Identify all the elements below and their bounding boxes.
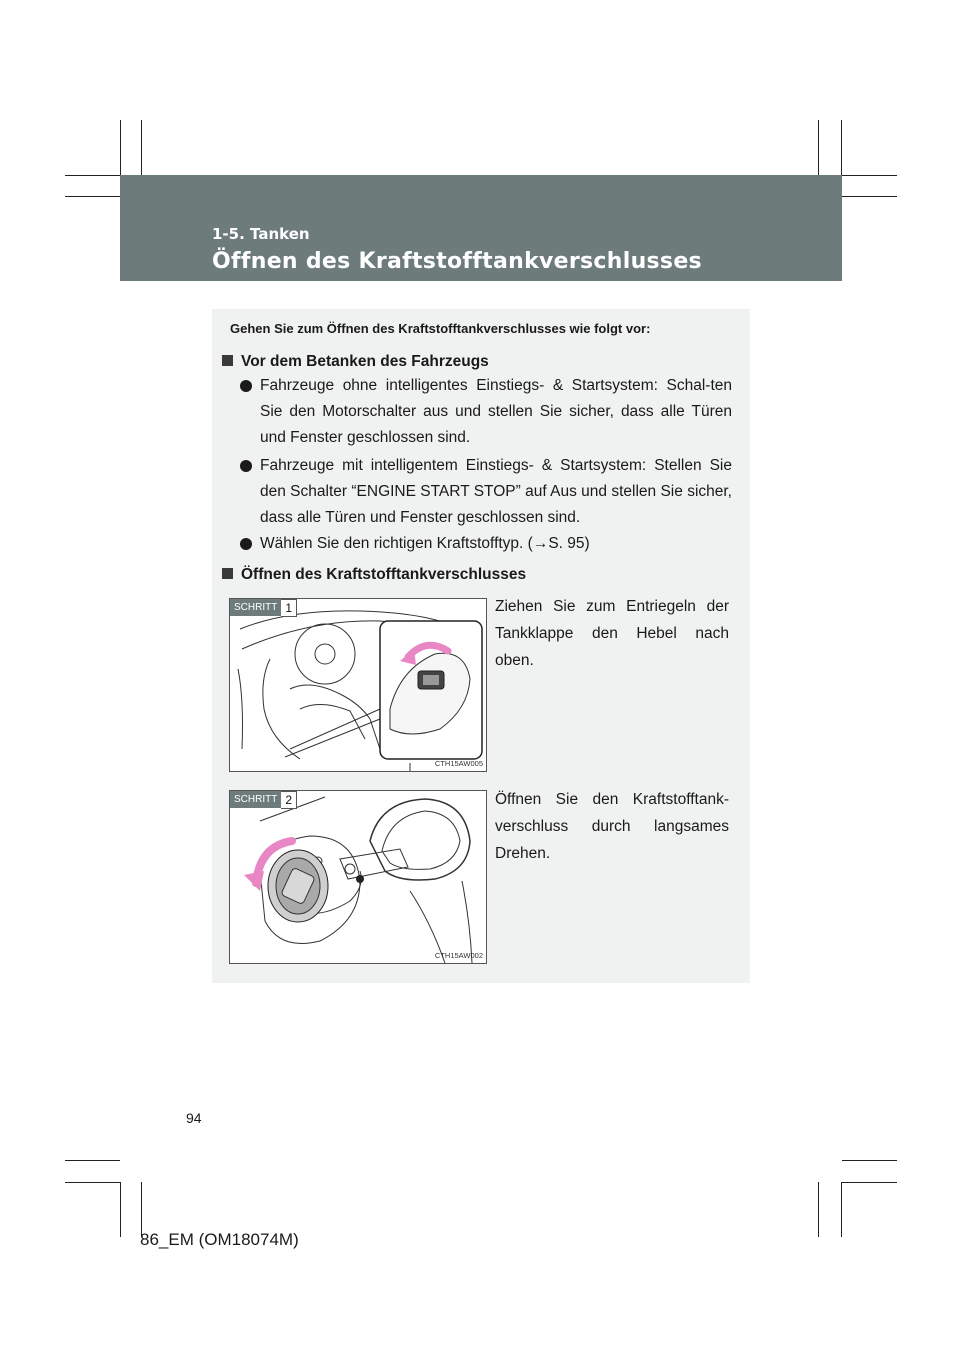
crop-mark xyxy=(818,1182,819,1237)
image-code: CTH15AW002 xyxy=(434,951,483,960)
subheading-text: Vor dem Betanken des Fahrzeugs xyxy=(241,353,489,370)
list-item xyxy=(240,453,732,531)
crop-mark xyxy=(65,1182,120,1183)
crop-mark xyxy=(120,120,121,175)
subheading-before-refueling xyxy=(222,353,489,371)
step-badge-number: 1 xyxy=(281,599,297,617)
square-bullet-icon xyxy=(222,355,233,366)
content-box xyxy=(212,309,750,983)
subheading-opening-cap xyxy=(222,566,526,584)
crop-mark xyxy=(842,196,897,197)
section-label: 1-5. Tanken xyxy=(212,225,310,243)
step-1-text: Ziehen Sie zum Entriegeln der Tankklappe den Hebel nach oben. xyxy=(495,598,729,669)
page-number: 94 xyxy=(186,1110,202,1126)
list-item xyxy=(240,531,732,557)
list-item-text: Wählen Sie den richtigen Kraftstofftyp. (→S. 95) xyxy=(260,535,590,552)
crop-mark xyxy=(120,1182,121,1237)
crop-mark xyxy=(842,175,897,176)
step-2-illustration xyxy=(229,790,487,964)
crop-mark xyxy=(841,1182,842,1237)
list-item-text: Fahrzeuge mit intelligentem Einstiegs- & Startsystem: Stellen Sie den Schalter “ENGINE START STOP” auf Aus und stellen Sie sicher, dass alle Türen und Fenster geschlossen sind. xyxy=(260,457,732,526)
crop-mark xyxy=(65,1160,120,1161)
step-badge-label: SCHRITT xyxy=(230,791,281,808)
crop-mark xyxy=(65,196,120,197)
bullet-dot-icon xyxy=(240,380,252,392)
fuel-cap-illustration xyxy=(230,791,486,963)
square-bullet-icon xyxy=(222,568,233,579)
step-1-illustration xyxy=(229,598,487,772)
list-item xyxy=(240,373,732,451)
list-item-text: Fahrzeuge ohne intelligentes Einstiegs- & Startsystem: Schal-ten Sie den Motorschalter aus und stellen Sie sicher, dass alle Türen und Fenster geschlossen sind. xyxy=(260,377,732,446)
crop-mark xyxy=(818,120,819,175)
crop-mark xyxy=(842,1160,897,1161)
page-title: Öffnen des Kraftstofftankverschlusses xyxy=(212,249,702,274)
step-badge xyxy=(230,791,297,808)
step-badge xyxy=(230,599,297,616)
document-code: 86_EM (OM18074M) xyxy=(140,1230,299,1249)
crop-mark xyxy=(65,175,120,176)
step-2-text: Öffnen Sie den Kraftstofftank-verschluss durch langsames Drehen. xyxy=(495,791,729,862)
crop-mark xyxy=(842,1182,897,1183)
crop-mark xyxy=(841,120,842,175)
image-code: CTH15AW005 xyxy=(434,759,483,768)
intro-text: Gehen Sie zum Öffnen des Kraftstofftankverschlusses wie folgt vor: xyxy=(230,321,651,336)
crop-mark xyxy=(141,120,142,175)
subheading-text: Öffnen des Kraftstofftankverschlusses xyxy=(241,566,527,583)
bullet-dot-icon xyxy=(240,538,252,550)
bullet-dot-icon xyxy=(240,460,252,472)
step-badge-label: SCHRITT xyxy=(230,599,281,616)
dashboard-lever-illustration xyxy=(230,599,486,771)
crop-mark xyxy=(141,1182,142,1237)
step-badge-number: 2 xyxy=(281,791,297,809)
chapter-header xyxy=(120,175,842,281)
